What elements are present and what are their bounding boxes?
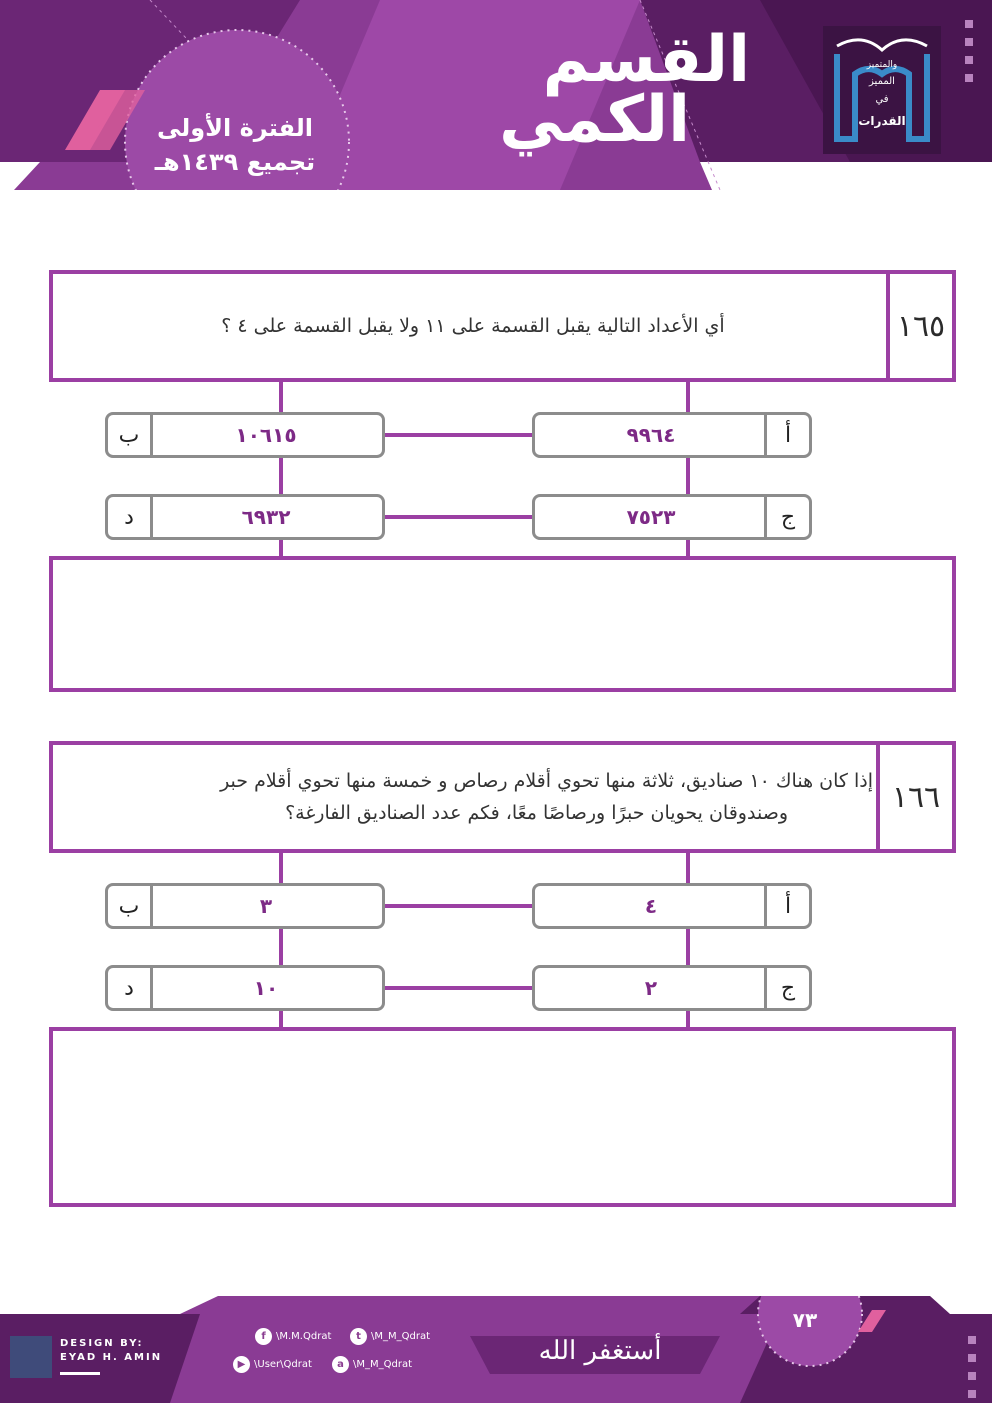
ask-link[interactable] (332, 1356, 412, 1373)
question-box (49, 270, 956, 382)
option-a[interactable] (532, 883, 812, 929)
calligraphy-text: أستغفر الله (538, 1336, 662, 1366)
option-value: ٩٩٦٤ (626, 423, 676, 447)
twitter-link[interactable] (350, 1328, 430, 1345)
page-header (0, 0, 992, 190)
section-title-line1: القسم (542, 23, 750, 97)
option-value: ٣ (259, 894, 273, 918)
question-number: ١٦٦ (876, 745, 952, 849)
connector-line (383, 986, 535, 990)
option-c[interactable] (532, 494, 812, 540)
youtube-link[interactable] (233, 1356, 312, 1373)
question-box (49, 741, 956, 853)
option-a[interactable] (532, 412, 812, 458)
book-logo (817, 14, 947, 159)
logo-text-1: المميز (869, 76, 895, 87)
connector-line (383, 433, 535, 437)
connector-line (383, 904, 535, 908)
question-text-line1: إذا كان هناك ١٠ صناديق، ثلاثة منها تحوي أقلام رصاص و خمسة منها تحوي أقلام حبر (220, 770, 873, 792)
option-value: ٦٩٣٢ (241, 505, 291, 529)
youtube-handle: \User\Qdrat (254, 1359, 312, 1370)
question-text: أي الأعداد التالية يقبل القسمة على ١١ ولا يقبل القسمة على ٤ ؟ (221, 315, 725, 337)
facebook-link[interactable] (255, 1328, 331, 1345)
option-value: ٧٥٢٣ (626, 505, 676, 529)
design-by-label: DESIGN BY: (60, 1338, 144, 1349)
twitter-icon: t (350, 1328, 367, 1345)
answer-box[interactable] (49, 556, 956, 692)
question-number: ١٦٥ (886, 274, 952, 378)
designer-logo-icon (10, 1336, 52, 1378)
facebook-icon: f (255, 1328, 272, 1345)
option-value: ١٠٦١٥ (235, 423, 297, 447)
option-d[interactable] (105, 965, 385, 1011)
option-letter: ب (108, 886, 153, 926)
question-text-line2: وصندوقان يحويان حبرًا ورصاصًا معًا، فكم عدد الصناديق الفارغة؟ (285, 802, 788, 824)
ask-icon: a (332, 1356, 349, 1373)
ask-handle: \M_M_Qdrat (353, 1359, 413, 1370)
facebook-handle: \M.M.Qdrat (276, 1331, 332, 1342)
footer-background (0, 1296, 992, 1403)
page-number: ٧٣ (792, 1308, 818, 1332)
youtube-icon: ▶ (233, 1356, 250, 1373)
logo-text-2: في (875, 94, 889, 105)
option-b[interactable] (105, 883, 385, 929)
period-label: الفترة الأولى (156, 114, 314, 142)
option-d[interactable] (105, 494, 385, 540)
option-b[interactable] (105, 412, 385, 458)
option-value: ١٠ (253, 976, 279, 1000)
question-text (63, 745, 873, 849)
option-letter: أ (764, 415, 809, 455)
logo-text-3: القدرات (858, 114, 906, 128)
option-letter: د (108, 968, 153, 1008)
option-letter: أ (764, 886, 809, 926)
page-footer (0, 1296, 992, 1403)
answer-box[interactable] (49, 1027, 956, 1207)
option-letter: د (108, 497, 153, 537)
option-letter: ج (764, 497, 809, 537)
compilation-label: تجميع ١٤٣٩هـ (154, 148, 316, 176)
option-value: ٢ (644, 976, 658, 1000)
connector-line (383, 515, 535, 519)
section-title-line2: الكمي (499, 83, 690, 157)
option-value: ٤ (644, 894, 658, 918)
option-letter: ب (108, 415, 153, 455)
option-letter: ج (764, 968, 809, 1008)
twitter-handle: \M_M_Qdrat (371, 1331, 431, 1342)
logo-text-4: والمتميز (866, 60, 898, 70)
option-c[interactable] (532, 965, 812, 1011)
designer-name: EYAD H. AMIN (60, 1352, 163, 1363)
